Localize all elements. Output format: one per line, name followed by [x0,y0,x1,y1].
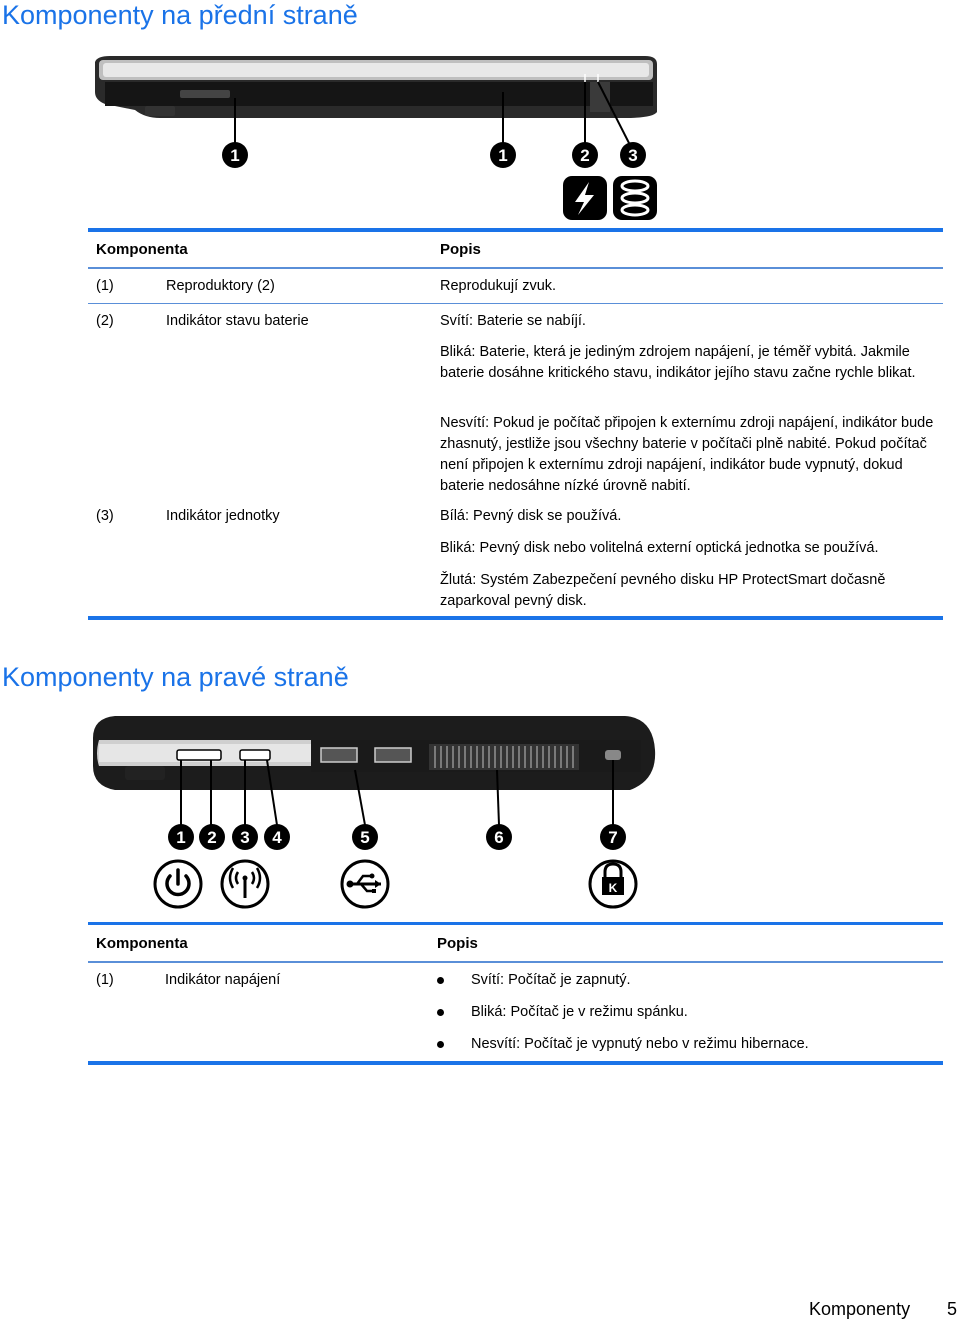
laptop-right-side-illustration [85,710,665,910]
svg-text:K: K [608,881,618,895]
component-name: Indikátor stavu baterie [166,313,309,329]
table-bottom-rule [88,616,943,620]
column-header-description: Popis [437,935,478,952]
component-description: Svítí: Baterie se nabíjí. [440,313,586,329]
bullet-text: Nesvítí: Počítač je vypnutý nebo v režimu hibernace. [471,1036,809,1052]
component-description: Žlutá: Systém Zabezpečení pevného disku HP ProtectSmart dočasně zaparkoval pevný disk. [440,572,886,609]
row-number: (1) [96,278,114,294]
component-name: Indikátor napájení [165,972,281,988]
component-description: Reprodukují zvuk. [440,278,557,294]
svg-text:3: 3 [240,828,250,847]
page-number: 5 [947,1299,958,1319]
svg-text:6: 6 [494,828,504,847]
svg-text:3: 3 [628,146,638,165]
callout-4 [264,824,290,850]
component-description: Bliká: Baterie, která je jediným zdrojem napájení, je téměř vybitá. Jakmile baterie dosáhne kritického stavu, indikátor jejího stavu začne rychle blikat. [440,344,916,381]
footer-section-name: Komponenty [809,1299,911,1319]
row-divider [88,303,943,304]
svg-text:1: 1 [230,146,240,165]
callout-7 [600,824,626,850]
callout-2 [572,142,598,168]
callout-1a [222,142,248,168]
callout-1b [490,142,516,168]
callout-3 [232,824,258,850]
bullet-dot [437,1041,444,1048]
svg-text:7: 7 [608,828,618,847]
power-icon [155,861,201,907]
callout-2 [199,824,225,850]
callout-1 [168,824,194,850]
row-number: (3) [96,508,114,524]
table-top-rule [88,228,943,232]
svg-text:4: 4 [272,828,282,847]
component-description: Bílá: Pevný disk se používá. [440,508,622,524]
table-top-rule [88,922,943,925]
row-number: (1) [96,972,114,988]
battery-light-icon [563,176,607,220]
svg-text:2: 2 [207,828,217,847]
svg-text:2: 2 [580,146,590,165]
component-description: Nesvítí: Pokud je počítač připojen k externímu zdroji napájení, indikátor bude zhasnutý, jestliže jsou všechny baterie v počítači plně nabité. Pokud počítač není připojen k externímu zdroji napájení, indikátor bude vypnutý, dokud baterie nedosáhne nízké úrovně nabití. [440,415,934,494]
column-header-component: Komponenta [96,241,188,258]
section-heading-front: Komponenty na přední straně [2,0,358,30]
security-lock-icon [590,861,636,907]
svg-text:1: 1 [498,146,508,165]
usb-icon [342,861,388,907]
component-description: Bliká: Pevný disk nebo volitelná externí optická jednotka se používá. [440,540,879,556]
callout-3 [620,142,646,168]
callout-6 [486,824,512,850]
wireless-icon [222,861,268,907]
column-header-description: Popis [440,241,481,258]
callout-5 [352,824,378,850]
table-header-rule [88,267,943,269]
table-header-rule [88,961,943,963]
component-name: Indikátor jednotky [166,508,280,524]
section-heading-right: Komponenty na pravé straně [2,662,349,692]
svg-text:5: 5 [360,828,370,847]
svg-text:1: 1 [176,828,186,847]
bullet-dot [437,977,444,984]
bullet-dot [437,1009,444,1016]
column-header-component: Komponenta [96,935,188,952]
drive-light-icon [613,176,657,220]
bullet-text: Svítí: Počítač je zapnutý. [471,972,631,988]
component-name: Reproduktory (2) [166,278,275,294]
bullet-text: Bliká: Počítač je v režimu spánku. [471,1004,688,1020]
row-number: (2) [96,313,114,329]
laptop-front-illustration [85,52,675,232]
table-bottom-rule [88,1061,943,1065]
